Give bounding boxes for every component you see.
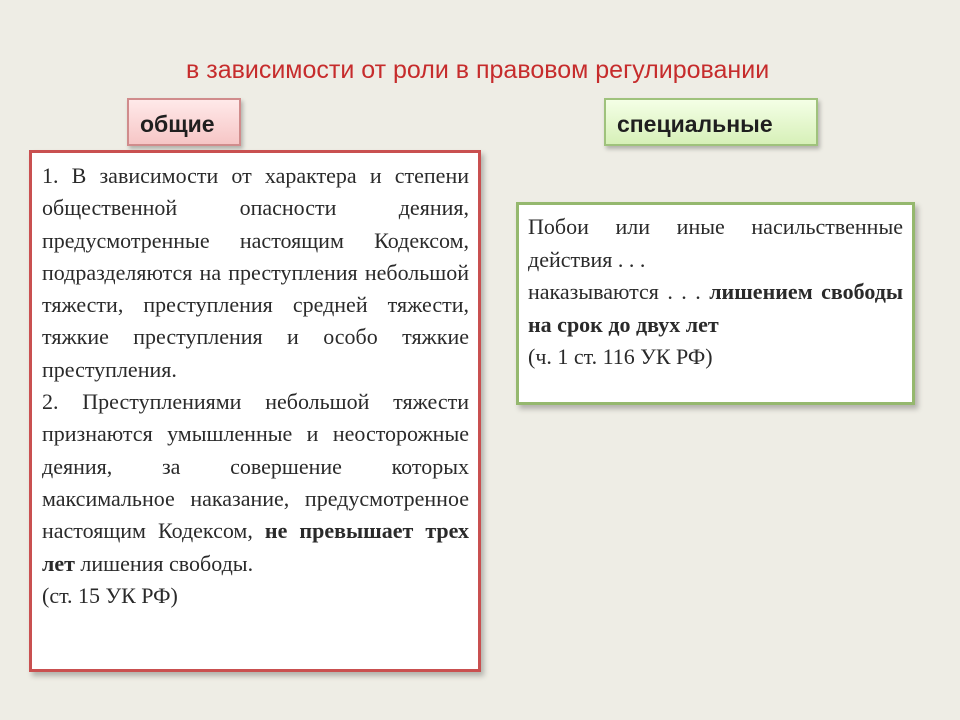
general-emphasis: не превышает трех лет <box>42 518 469 576</box>
general-paragraph-2 <box>42 386 469 580</box>
general-label: общие <box>127 98 241 146</box>
special-emphasis: лишением свободы на срок до двух лет <box>528 279 904 337</box>
special-line-2-text: наказываются . . . <box>528 279 710 304</box>
general-source: (ст. 15 УК РФ) <box>42 582 178 608</box>
classification-heading: в зависимости от роли в правовом регулировании <box>186 56 770 84</box>
general-paragraph-2-end: лишения свободы. <box>74 550 254 576</box>
general-norm-box <box>29 150 481 672</box>
special-source: (ч. 1 ст. 116 УК РФ) <box>528 344 713 369</box>
special-label: специальные <box>604 98 818 146</box>
special-line-1: Побои или иные насильственные действия . . . <box>528 214 903 272</box>
general-paragraph-1: 1. В зависимости от характера и степени общественной опасности деяния, предусмотренные настоящим Кодексом, подразделяются на преступления небольшой тяжести, преступления средней тяжести, тяжкие преступления и особо тяжкие преступления. <box>42 163 469 382</box>
special-line-2 <box>528 276 903 341</box>
general-paragraph-2-text: 2. Преступлениями небольшой тяжести признаются умышленные и неосторожные деяния, за совершение которых максимальное наказание, предусмотренное настоящим Кодексом, <box>42 389 469 544</box>
special-norm-box <box>516 202 915 405</box>
